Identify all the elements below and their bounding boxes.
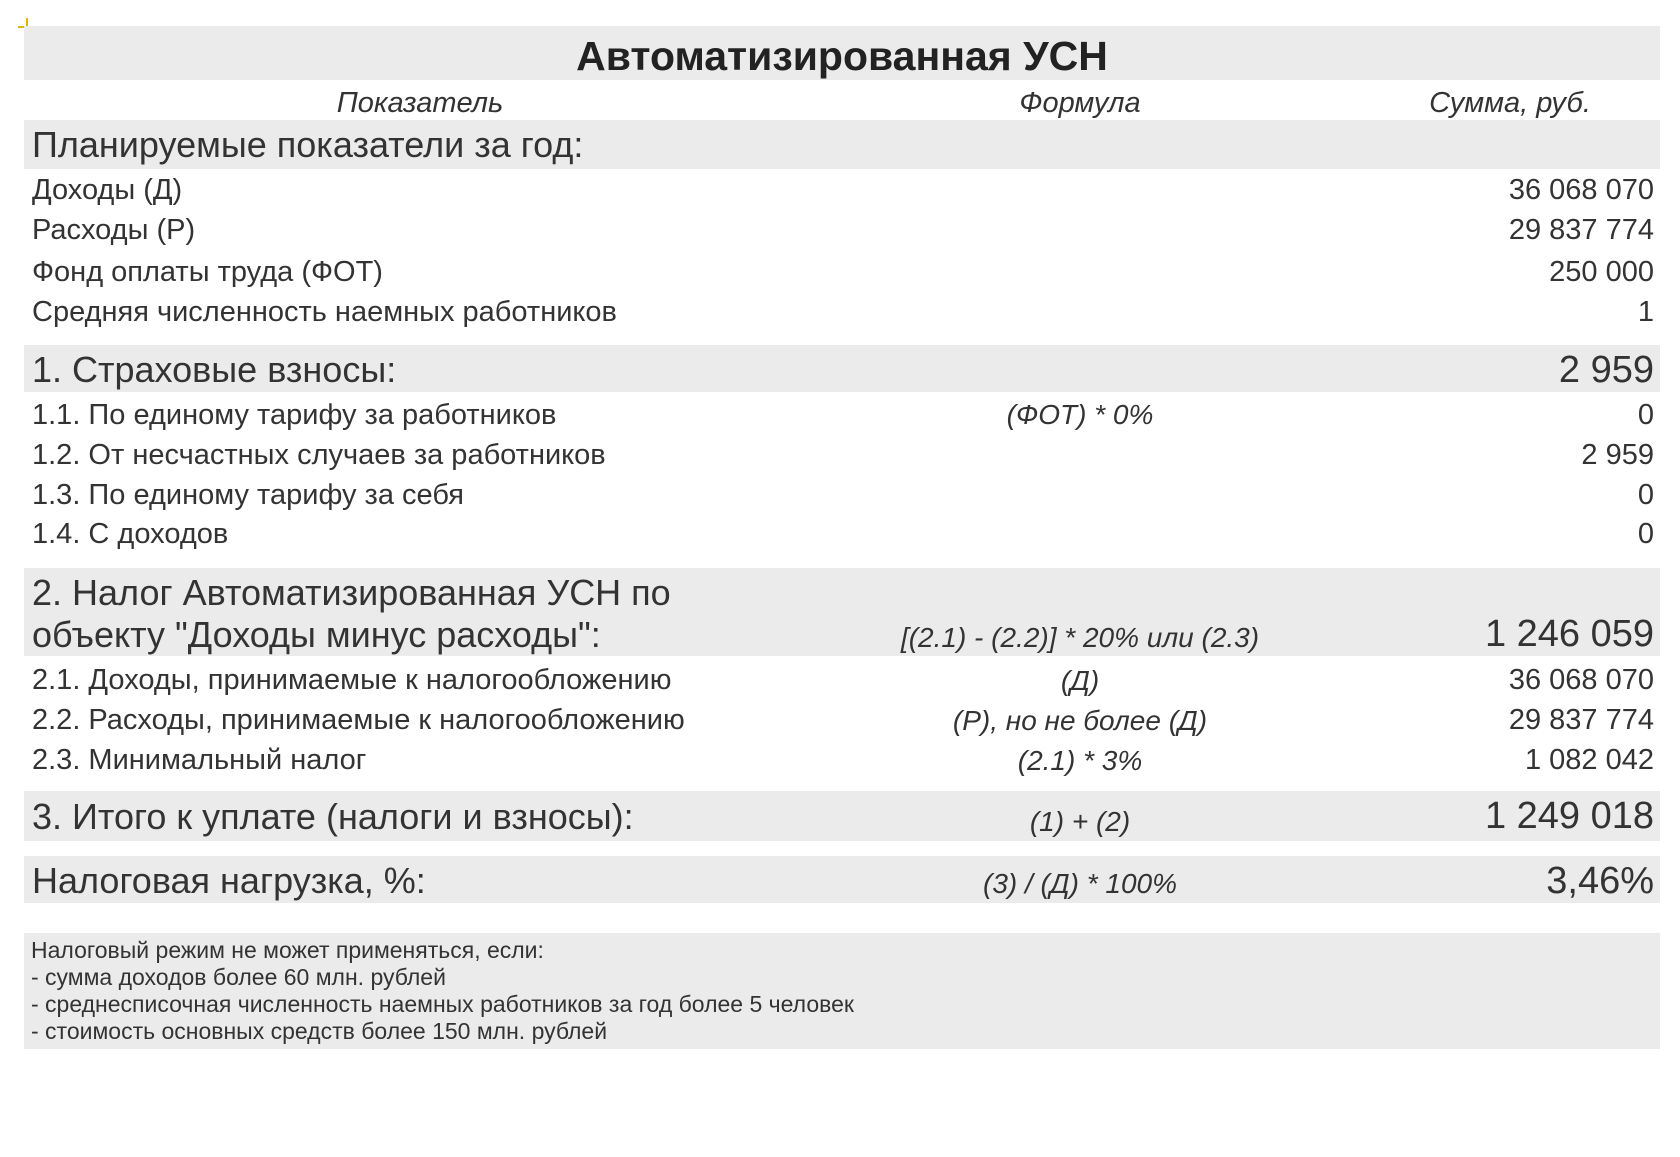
planned-row-amount: 36 068 070: [1508, 174, 1654, 206]
insurance-row-formula: (ФОТ) * 0%: [1006, 399, 1154, 430]
column-header-amount: Сумма, руб.: [1429, 87, 1591, 119]
page-title: Автоматизированная УСН: [576, 33, 1108, 79]
tax-row-amount: 1 082 042: [1524, 744, 1654, 776]
tax-heading-line-1: 2. Налог Автоматизированная УСН по: [32, 572, 671, 613]
note-line: - среднесписочная численность наемных работников за год более 5 человек: [31, 991, 854, 1017]
tax-row-amount: 29 837 774: [1508, 704, 1654, 736]
planned-row-label: Фонд оплаты труда (ФОТ): [32, 256, 383, 288]
planned-row-amount: 29 837 774: [1508, 214, 1654, 246]
column-header-indicator: Показатель: [336, 87, 504, 119]
note-line: - сумма доходов более 60 млн. рублей: [31, 964, 446, 990]
tax-amount: 1 246 059: [1484, 613, 1654, 655]
insurance-row-amount: 0: [1637, 518, 1654, 550]
tax-row-formula: (Д): [1060, 665, 1100, 696]
column-header-formula: Формула: [1019, 87, 1141, 119]
tax-formula: [(2.1) - (2.2)] * 20% или (2.3): [900, 622, 1260, 653]
planned-row-label: Расходы (Р): [32, 214, 196, 246]
note-line: - стоимость основных средств более 150 млн. рублей: [31, 1018, 608, 1044]
planned-row-amount: 250 000: [1549, 256, 1654, 288]
insurance-row-amount: 2 959: [1581, 439, 1654, 471]
insurance-row-amount: 0: [1637, 399, 1654, 431]
tax-row-label: 2.3. Минимальный налог: [32, 744, 367, 776]
tax-row-amount: 36 068 070: [1508, 664, 1654, 696]
tax-row-formula: (Р), но не более (Д): [952, 705, 1208, 736]
burden-formula: (3) / (Д) * 100%: [983, 868, 1177, 899]
insurance-row-label: 1.2. От несчастных случаев за работников: [32, 439, 606, 471]
insurance-heading: 1. Страховые взносы:: [32, 349, 397, 390]
tax-row-formula: (2.1) * 3%: [1017, 745, 1143, 776]
tax-heading-line-2: объекту "Доходы минус расходы":: [32, 614, 601, 655]
insurance-row-label: 1.4. С доходов: [32, 518, 229, 550]
planned-row-amount: 1: [1637, 296, 1654, 328]
burden-heading: Налоговая нагрузка, %:: [32, 860, 426, 901]
insurance-row-label: 1.3. По единому тарифу за себя: [32, 479, 464, 511]
note-line: Налоговый режим не может применяться, если:: [31, 937, 544, 963]
insurance-row-amount: 0: [1637, 479, 1654, 511]
total-amount: 1 249 018: [1484, 795, 1654, 837]
total-formula: (1) + (2): [1029, 806, 1131, 837]
planned-row-label: Средняя численность наемных работников: [32, 296, 617, 328]
insurance-row-label: 1.1. По единому тарифу за работников: [32, 399, 557, 431]
total-heading: 3. Итого к уплате (налоги и взносы):: [32, 796, 634, 837]
burden-amount: 3,46%: [1546, 860, 1654, 902]
insurance-total-amount: 2 959: [1558, 349, 1654, 391]
tax-row-label: 2.2. Расходы, принимаемые к налогообложению: [32, 704, 685, 736]
planned-heading: Планируемые показатели за год:: [32, 124, 584, 165]
tax-row-label: 2.1. Доходы, принимаемые к налогообложению: [32, 664, 672, 696]
planned-row-label: Доходы (Д): [32, 174, 183, 206]
